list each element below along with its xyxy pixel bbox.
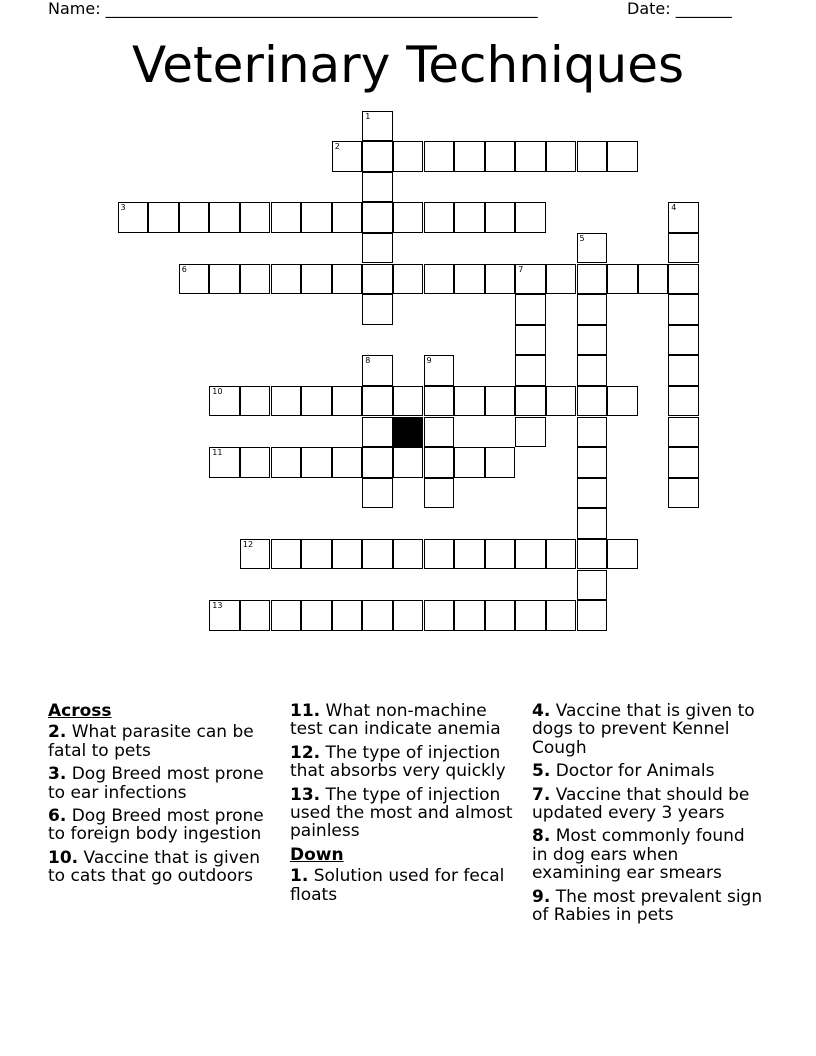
grid-cell[interactable] xyxy=(393,539,424,570)
grid-cell[interactable] xyxy=(638,264,669,295)
grid-cell[interactable] xyxy=(393,600,424,631)
grid-cell[interactable] xyxy=(209,600,240,631)
clue-number: 8. xyxy=(532,826,551,847)
grid-cell[interactable] xyxy=(393,202,424,233)
grid-cell[interactable] xyxy=(362,264,393,295)
clue-number: 6. xyxy=(48,806,67,827)
clue-text: The type of injection used the most and almost painless xyxy=(290,784,513,842)
clue-number: 13. xyxy=(290,784,321,805)
clue-number: 9. xyxy=(532,886,551,907)
grid-cell[interactable] xyxy=(301,264,332,295)
grid-cell[interactable] xyxy=(515,355,546,386)
clue-text: Vaccine that is given to dogs to prevent Kennel Cough xyxy=(532,701,755,758)
grid-cell[interactable] xyxy=(577,325,608,356)
grid-cell[interactable] xyxy=(546,141,577,172)
grid-cell[interactable] xyxy=(454,264,485,295)
grid-cell[interactable] xyxy=(362,111,393,142)
grid-cell[interactable] xyxy=(393,264,424,295)
grid-cell[interactable] xyxy=(362,294,393,325)
clue-text: What parasite can be fatal to pets xyxy=(48,722,254,761)
grid-cell[interactable] xyxy=(332,264,363,295)
grid-cell[interactable] xyxy=(424,202,455,233)
grid-cell[interactable] xyxy=(454,141,485,172)
grid-cell[interactable] xyxy=(577,355,608,386)
grid-cell[interactable] xyxy=(607,539,638,570)
grid-cell[interactable] xyxy=(668,264,699,295)
grid-cell[interactable] xyxy=(668,447,699,478)
across-heading: Across xyxy=(48,701,112,721)
clue-text: What non-machine test can indicate anemia xyxy=(290,701,501,740)
grid-cell[interactable] xyxy=(668,294,699,325)
grid-cell[interactable] xyxy=(454,447,485,478)
grid-cell[interactable] xyxy=(393,447,424,478)
clue-text: The type of injection that absorbs very quickly xyxy=(290,742,506,782)
grid-cell[interactable] xyxy=(577,570,608,601)
grid-cell[interactable] xyxy=(424,264,455,295)
grid-cell[interactable] xyxy=(301,539,332,570)
grid-cell[interactable] xyxy=(240,539,271,570)
clue-number: 1. xyxy=(290,866,309,887)
clue-number-label: 4 xyxy=(671,203,677,213)
grid-cell[interactable] xyxy=(485,264,516,295)
grid-cell[interactable] xyxy=(546,600,577,631)
grid-cell[interactable] xyxy=(240,264,271,295)
grid-cell[interactable] xyxy=(240,600,271,631)
clue-text: Vaccine that is given to cats that go outdoors xyxy=(48,847,261,887)
grid-cell[interactable] xyxy=(179,264,210,295)
clues-column-3 xyxy=(532,702,764,929)
grid-cell[interactable] xyxy=(577,478,608,509)
grid-cell[interactable] xyxy=(607,141,638,172)
clue-across-13 xyxy=(290,786,522,841)
grid-cell[interactable] xyxy=(240,447,271,478)
grid-cell[interactable] xyxy=(577,447,608,478)
grid-cell[interactable] xyxy=(485,202,516,233)
clue-text: Dog Breed most prone to foreign body ingestion xyxy=(48,806,264,845)
grid-cell[interactable] xyxy=(577,417,608,448)
clue-number: 7. xyxy=(532,784,551,805)
grid-cell[interactable] xyxy=(577,294,608,325)
grid-cell[interactable] xyxy=(577,233,608,264)
grid-cell[interactable] xyxy=(362,233,393,264)
clue-across-12 xyxy=(290,744,522,781)
grid-cell[interactable] xyxy=(301,447,332,478)
grid-cell[interactable] xyxy=(301,600,332,631)
clue-text: Vaccine that should be updated every 3 years xyxy=(532,784,750,824)
grid-cell[interactable] xyxy=(424,417,455,448)
clue-across-10 xyxy=(48,849,280,886)
clue-text: The most prevalent sign of Rabies in pets xyxy=(532,886,763,926)
down-heading: Down xyxy=(290,844,344,865)
grid-cell[interactable] xyxy=(424,539,455,570)
grid-cell[interactable] xyxy=(393,141,424,172)
clue-number-label: 7 xyxy=(518,264,524,274)
grid-cell[interactable] xyxy=(362,539,393,570)
clue-across-6 xyxy=(48,807,280,844)
clues-column-2 xyxy=(290,702,522,909)
clue-across-11 xyxy=(290,702,522,739)
clues-column-1 xyxy=(48,702,280,891)
grid-cell[interactable] xyxy=(424,600,455,631)
grid-cell[interactable] xyxy=(577,264,608,295)
clue-text: Doctor for Animals xyxy=(555,761,715,782)
grid-cell[interactable] xyxy=(148,202,179,233)
clue-down-7 xyxy=(532,786,764,823)
clue-number-label: 5 xyxy=(579,233,585,243)
grid-cell[interactable] xyxy=(179,202,210,233)
grid-cell[interactable] xyxy=(546,264,577,295)
clue-number-label: 6 xyxy=(181,264,187,274)
clue-number-label: 9 xyxy=(426,356,432,366)
grid-cell[interactable] xyxy=(577,600,608,631)
grid-cell[interactable] xyxy=(668,417,699,448)
clue-text: Most commonly found in dog ears when examining ear smears xyxy=(532,826,745,884)
grid-cell[interactable] xyxy=(362,172,393,203)
clue-number-label: 3 xyxy=(120,203,126,213)
clue-number-label: 10 xyxy=(212,386,223,396)
grid-cell[interactable] xyxy=(424,447,455,478)
grid-cell[interactable] xyxy=(485,141,516,172)
clue-number: 12. xyxy=(290,742,321,763)
grid-cell[interactable] xyxy=(577,141,608,172)
clue-number-label: 11 xyxy=(212,448,223,458)
grid-cell[interactable] xyxy=(362,141,393,172)
grid-cell[interactable] xyxy=(515,600,546,631)
clue-number: 3. xyxy=(48,764,67,785)
grid-cell[interactable] xyxy=(454,539,485,570)
grid-cell[interactable] xyxy=(271,264,302,295)
grid-cell[interactable] xyxy=(240,386,271,417)
clue-down-5 xyxy=(532,762,764,780)
grid-cell[interactable] xyxy=(607,264,638,295)
grid-cell[interactable] xyxy=(332,600,363,631)
grid-cell[interactable] xyxy=(668,233,699,264)
grid-cell[interactable] xyxy=(271,202,302,233)
grid-cell[interactable] xyxy=(271,447,302,478)
clue-number-label: 12 xyxy=(242,539,254,549)
grid-cell[interactable] xyxy=(668,478,699,509)
grid-cell[interactable] xyxy=(362,386,393,417)
clue-number-label: 13 xyxy=(212,601,223,611)
grid-cell[interactable] xyxy=(454,386,485,417)
grid-cell[interactable] xyxy=(485,447,516,478)
clue-text: Dog Breed most prone to ear infections xyxy=(48,764,264,803)
clue-number-label: 1 xyxy=(365,111,371,121)
clue-number: 11. xyxy=(290,701,321,721)
grid-cell[interactable] xyxy=(424,386,455,417)
grid-cell[interactable] xyxy=(362,447,393,478)
grid-cell[interactable] xyxy=(485,386,516,417)
grid-cell[interactable] xyxy=(515,539,546,570)
grid-cell[interactable] xyxy=(515,202,546,233)
grid-cell[interactable] xyxy=(424,478,455,509)
grid-cell[interactable] xyxy=(515,141,546,172)
clue-across-2 xyxy=(48,723,280,760)
clue-number: 4. xyxy=(532,701,551,721)
grid-cell[interactable] xyxy=(454,600,485,631)
clue-text: Solution used for fecal floats xyxy=(290,866,505,905)
clue-number: 5. xyxy=(532,761,551,782)
grid-cell[interactable] xyxy=(393,386,424,417)
grid-cell[interactable] xyxy=(209,447,240,478)
grid-cell[interactable] xyxy=(668,386,699,417)
grid-cell[interactable] xyxy=(332,447,363,478)
grid-cell[interactable] xyxy=(362,355,393,386)
clue-down-8 xyxy=(532,827,764,882)
clue-down-1 xyxy=(290,867,522,904)
grid-cell[interactable] xyxy=(515,417,546,448)
grid-cell[interactable] xyxy=(454,202,485,233)
grid-cell[interactable] xyxy=(240,202,271,233)
clue-down-4 xyxy=(532,702,764,757)
grid-cell[interactable] xyxy=(515,325,546,356)
grid-cell[interactable] xyxy=(362,202,393,233)
clue-number: 10. xyxy=(48,847,79,868)
grid-cell[interactable] xyxy=(424,355,455,386)
date-field-label[interactable]: Date: _______ xyxy=(627,0,732,18)
grid-cell[interactable] xyxy=(515,386,546,417)
grid-cell[interactable] xyxy=(362,478,393,509)
grid-cell[interactable] xyxy=(362,600,393,631)
grid-cell[interactable] xyxy=(485,600,516,631)
grid-cell[interactable] xyxy=(362,417,393,448)
clue-number-label: 8 xyxy=(365,356,371,366)
clue-across-3 xyxy=(48,765,280,802)
grid-cell[interactable] xyxy=(668,355,699,386)
grid-cell[interactable] xyxy=(301,202,332,233)
grid-cell[interactable] xyxy=(515,264,546,295)
clue-number: 2. xyxy=(48,722,67,743)
page-title: Veterinary Techniques xyxy=(131,36,685,94)
grid-cell[interactable] xyxy=(546,386,577,417)
grid-cell[interactable] xyxy=(209,264,240,295)
grid-cell[interactable] xyxy=(577,508,608,539)
name-field-label[interactable]: Name: ______________________________________________________ xyxy=(48,0,538,18)
grid-cell[interactable] xyxy=(271,600,302,631)
grid-cell[interactable] xyxy=(485,539,516,570)
grid-cell[interactable] xyxy=(332,141,363,172)
clue-down-9 xyxy=(532,888,764,925)
grid-cell[interactable] xyxy=(577,539,608,570)
grid-cell[interactable] xyxy=(209,202,240,233)
grid-cell[interactable] xyxy=(515,294,546,325)
grid-cell[interactable] xyxy=(118,202,149,233)
grid-cell[interactable] xyxy=(301,386,332,417)
grid-cell[interactable] xyxy=(577,386,608,417)
grid-cell[interactable] xyxy=(271,539,302,570)
grid-cell[interactable] xyxy=(546,539,577,570)
grid-cell[interactable] xyxy=(332,386,363,417)
grid-cell[interactable] xyxy=(332,539,363,570)
grid-cell[interactable] xyxy=(668,325,699,356)
grid-cell[interactable] xyxy=(668,202,699,233)
clue-number-label: 2 xyxy=(334,142,340,152)
grid-block-cell xyxy=(393,417,424,448)
grid-cell[interactable] xyxy=(271,386,302,417)
grid-cell[interactable] xyxy=(209,386,240,417)
grid-cell[interactable] xyxy=(332,202,363,233)
grid-cell[interactable] xyxy=(607,386,638,417)
grid-cell[interactable] xyxy=(424,141,455,172)
